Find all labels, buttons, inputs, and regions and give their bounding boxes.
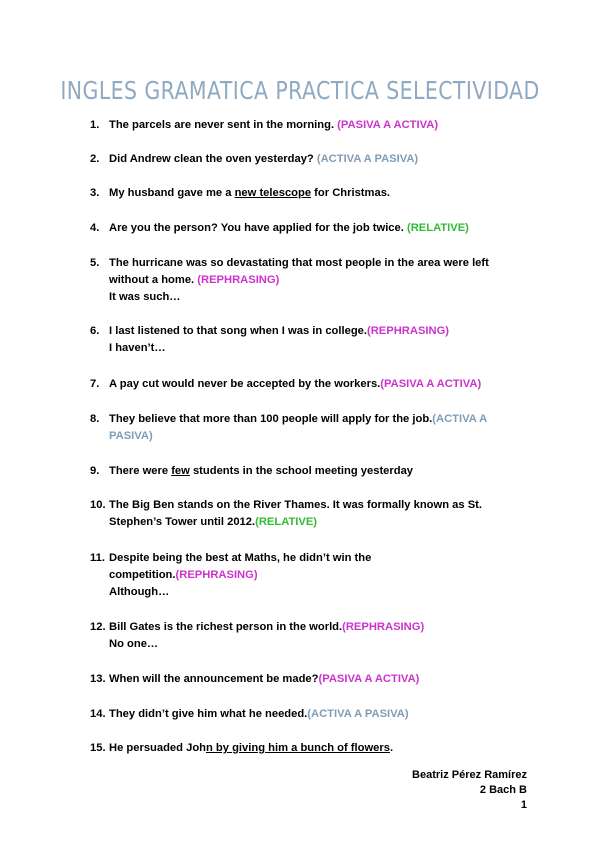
item-number: 15. bbox=[90, 742, 106, 754]
item-number: 7. bbox=[90, 378, 100, 390]
item-number: 5. bbox=[90, 257, 100, 269]
item-number: 8. bbox=[90, 413, 100, 425]
rephrase-prompt: I haven’t… bbox=[109, 342, 166, 354]
item-text: My husband gave me a bbox=[109, 187, 235, 199]
item-text: They believe that more than 100 people will apply for the job. bbox=[109, 413, 433, 425]
item-number: 9. bbox=[90, 465, 100, 477]
item-text-end: students in the school meeting yesterday bbox=[189, 465, 414, 477]
rephrase-prompt: It was such… bbox=[109, 291, 181, 303]
item-number: 11. bbox=[90, 552, 105, 564]
item-number: 13. bbox=[90, 673, 106, 685]
list-item bbox=[90, 706, 520, 723]
item-tag: (ACTIVA A PASIVA) bbox=[316, 153, 419, 165]
item-number: 1. bbox=[90, 119, 100, 131]
item-text-end: . bbox=[389, 742, 394, 754]
item-text: He persuaded Joh bbox=[109, 742, 206, 754]
footer bbox=[412, 768, 527, 813]
item-number: 14. bbox=[90, 708, 106, 720]
page-title: INGLES GRAMATICA PRACTICA SELECTIVIDAD bbox=[60, 76, 540, 105]
item-tag: (REPHRASING) bbox=[175, 569, 258, 581]
list-item bbox=[90, 619, 520, 653]
item-text: Despite being the best at Maths, he didn’t win the competition. bbox=[109, 552, 372, 581]
list-item bbox=[90, 550, 390, 601]
list-item bbox=[90, 220, 520, 237]
item-tag: (PASIVA A ACTIVA) bbox=[318, 673, 420, 685]
item-tag: (PASIVA A ACTIVA) bbox=[337, 119, 439, 131]
item-tag: (ACTIVA A PASIVA) bbox=[109, 413, 487, 442]
list-item bbox=[90, 671, 520, 688]
item-tag: (REPHRASING) bbox=[366, 325, 450, 337]
item-tag: (RELATIVE) bbox=[406, 222, 469, 234]
underlined-phrase: new telescope bbox=[234, 187, 312, 199]
item-text: The parcels are never sent in the morning. bbox=[109, 119, 338, 131]
item-text: Bill Gates is the richest person in the world. bbox=[109, 621, 343, 633]
underlined-phrase: n by giving him a bunch of flowers bbox=[205, 742, 390, 754]
item-text: I last listened to that song when I was in college. bbox=[109, 325, 367, 337]
rephrase-prompt: No one… bbox=[109, 638, 159, 650]
item-text: The hurricane was so devastating that most people in the area were left without a home. bbox=[109, 257, 489, 286]
list-item bbox=[90, 740, 520, 757]
item-number: 12. bbox=[90, 621, 106, 633]
item-text: They didn’t give him what he needed. bbox=[109, 708, 308, 720]
item-text: The Big Ben stands on the River Thames. It was formally known as St. Stephen’s Tower until 2012. bbox=[109, 499, 483, 528]
item-tag: (ACTIVA A PASIVA) bbox=[307, 708, 409, 720]
item-text: There were bbox=[109, 465, 172, 477]
item-number: 4. bbox=[90, 222, 100, 234]
list-item bbox=[90, 151, 520, 168]
item-text: Are you the person? You have applied for the job twice. bbox=[109, 222, 407, 234]
list-item bbox=[90, 117, 520, 134]
page-number: 1 bbox=[520, 799, 527, 811]
item-tag: (REPHRASING) bbox=[342, 621, 425, 633]
list-item bbox=[90, 185, 520, 202]
list-item bbox=[90, 497, 510, 531]
item-tag: (REPHRASING) bbox=[197, 274, 280, 286]
item-text: When will the announcement be made? bbox=[109, 673, 319, 685]
item-tag: (RELATIVE) bbox=[255, 516, 318, 528]
item-text: Did Andrew clean the oven yesterday? bbox=[109, 153, 317, 165]
author-name: Beatriz Pérez Ramírez bbox=[412, 769, 527, 781]
item-number: 3. bbox=[90, 187, 100, 199]
item-text-end: for Christmas. bbox=[311, 187, 391, 199]
list-item bbox=[90, 411, 510, 445]
item-number: 10. bbox=[90, 499, 106, 511]
underlined-phrase: few bbox=[171, 465, 190, 477]
item-text: A pay cut would never be accepted by the workers. bbox=[109, 378, 381, 390]
list-item bbox=[90, 323, 520, 357]
item-tag: (PASIVA A ACTIVA) bbox=[380, 378, 482, 390]
rephrase-prompt: Although… bbox=[109, 586, 170, 598]
list-item bbox=[90, 255, 520, 306]
item-number: 2. bbox=[90, 153, 100, 165]
list-item bbox=[90, 376, 520, 393]
list-item bbox=[90, 463, 520, 480]
item-number: 6. bbox=[90, 325, 100, 337]
class-name: 2 Bach B bbox=[479, 784, 527, 796]
